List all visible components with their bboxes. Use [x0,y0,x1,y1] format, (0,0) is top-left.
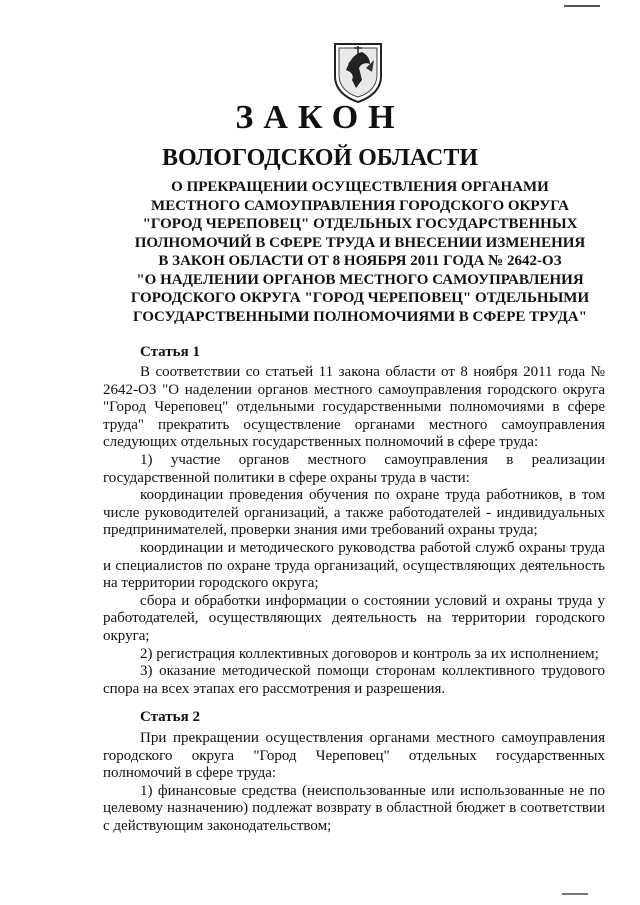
scan-mark-top [564,0,600,7]
subject-line: О ПРЕКРАЩЕНИИ ОСУЩЕСТВЛЕНИЯ ОРГАНАМИ [171,179,549,195]
scan-mark-bottom [562,893,588,899]
subject-line: ГОСУДАРСТВЕННЫМИ ПОЛНОМОЧИЯМИ В СФЕРЕ ТРУДА" [133,308,587,325]
article-1-heading: Статья 1 [140,344,200,360]
article-paragraph: 3) оказание методической помощи сторонам коллективного трудового спора на всех этапах его рассмотрения и разрешения. [103,663,605,697]
article-paragraph: координации и методического руководства работой служб охраны труда и специалистов по охране труда организаций, осуществляющих деятельность на территории городского округа; [103,539,605,592]
article-paragraph: В соответствии со статьей 11 закона области от 8 ноября 2011 года № 2642-ОЗ "О наделении органов местного самоуправления городского округа "Город Череповец" отдельными государственными полномочиями в сфере труда" прекратить осуществление органами местного самоуправления следующих отдельных государственных полномочий в сфере труда: [103,364,605,451]
subject-line: "ГОРОД ЧЕРЕПОВЕЦ" ОТДЕЛЬНЫХ ГОСУДАРСТВЕННЫХ [142,216,578,232]
article-paragraph: 1) участие органов местного самоуправления в реализации государственной политики в сфере охраны труда в части: [103,451,605,486]
region-title: ВОЛОГОДСКОЙ ОБЛАСТИ [161,145,479,171]
article-paragraph: 1) финансовые средства (неиспользованные или использованные не по целевому назначению) подлежат возврату в областной бюджет в соответствии с действующим законодательством; [103,782,605,834]
law-subject [100,178,620,326]
article-2-heading: Статья 2 [140,709,200,725]
subject-line: ГОРОДСКОГО ОКРУГА "ГОРОД ЧЕРЕПОВЕЦ" ОТДЕЛЬНЫМИ [130,290,590,306]
article-paragraph: координации проведения обучения по охране труда работников, в том числе руководителей организаций, а также работодателей - индивидуальных предпринимателей, проверки знания ими требований охраны труда; [103,487,605,539]
law-title: ЗАКОН [235,99,405,136]
subject-line: МЕСТНОГО САМОУПРАВЛЕНИЯ ГОРОДСКОГО ОКРУГА [151,197,569,214]
subject-line: ПОЛНОМОЧИЙ В СФЕРЕ ТРУДА И ВНЕСЕНИИ ИЗМЕНЕНИЯ [134,234,586,251]
article-1-body [103,364,605,698]
subject-line: "О НАДЕЛЕНИИ ОРГАНОВ МЕСТНОГО САМОУПРАВЛЕНИЯ [136,271,584,288]
article-paragraph: При прекращении осуществления органами местного самоуправления городского округа "Город Череповец" отдельных государственных полномочий в сфере труда: [103,730,605,782]
coat-of-arms-icon [332,40,384,104]
subject-line: В ЗАКОН ОБЛАСТИ ОТ 8 НОЯБРЯ 2011 ГОДА № 2642-ОЗ [158,253,562,269]
article-paragraph: сбора и обработки информации о состоянии условий и охраны труда у работодателей, осуществляющих деятельность на территории городского округа; [103,592,605,644]
article-paragraph: 2) регистрация коллективных договоров и контроль за их исполнением; [140,645,599,662]
article-2-body [103,730,605,836]
